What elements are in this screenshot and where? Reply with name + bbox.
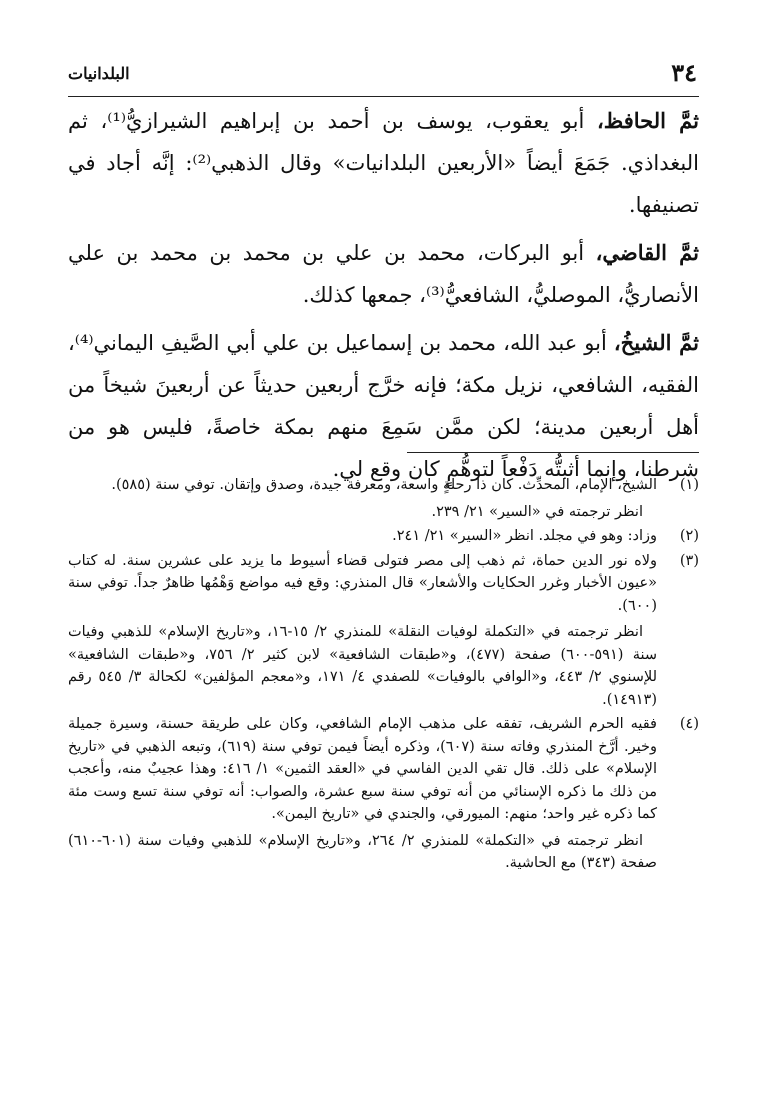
footnote-number: (١): [679, 477, 699, 493]
footnote-text: وزاد: وهو في مجلد. انظر «السير» ٢١/ ٢٤١.: [392, 528, 657, 544]
footnote-text: فقيه الحرم الشريف، تفقه على مذهب الإمام الشافعي، وكان على طريقة حسنة، وسيرة جميلة وخير. أرَّخ المنذري وفاته سنة (٦٠٧)، وذكره أيضاً فيمن توفي سنة (٦١٩)، وتبعه الذهبي في «تاريخ الإسلام» على ذلك. قال تقي الدين الفاسي في «العقد الثمين» ١/ ٤١٦: وهذا عجيبٌ منه، وأعجب من ذلك ما ذكره الإسنائي من أنه توفي سنة سبع عشرة، والصواب: أنه توفي سنة تسع وست مئة كما ذكره غير واحد؛ منهم: الميورقي، والجندي في «تاريخ اليمن».: [68, 716, 657, 822]
footnote-2: [68, 525, 699, 548]
paragraph-3: [68, 322, 699, 490]
footnote-source: انظر ترجمته في «السير» ٢١/ ٢٣٩.: [431, 503, 643, 520]
footnote-separator: [407, 452, 699, 453]
paragraph-2-text: أبو البركات، محمد بن علي بن محمد بن محمد بن علي الأنصاريُّ، الموصليُّ، الشافعيُّ⁽³⁾، جمعها كذلك.: [68, 241, 699, 307]
page-header: [68, 56, 699, 97]
paragraph-1-lead: ثمَّ الحافظ،: [596, 108, 700, 133]
paragraph-1-text: أبو يعقوب، يوسف بن أحمد بن إبراهيم الشيرازيُّ⁽¹⁾، ثم البغداذي. جَمَعَ أيضاً «الأربعين البلدانيات» وقال الذهبي⁽²⁾: إنَّه أجاد في تصنيفها.: [68, 109, 699, 217]
paragraph-3-text: أبو عبد الله، محمد بن إسماعيل بن علي أبي الصَّيفِ اليماني⁽⁴⁾، الفقيه، الشافعي، نزيل مكة؛ فإنه خرَّج أربعين حديثاً عن أربعينَ شيخاً من أهل أربعين مدينة؛ لكن ممَّن سَمِعَ منهم بمكة خاصةً، فليس هو من شرطنا، وإنما أثبتُّه دَفْعاً لتوهُّمٍ كان وقع لي.: [68, 331, 699, 481]
footnote-text: الشيخ، الإمام، المحدِّث. كان ذا رحلةٍ واسعة، ومعرفة جيدة، وصدق وإتقان. توفي سنة (٥٨٥).: [111, 477, 657, 493]
page-number: ٣٤: [671, 58, 697, 87]
footnote-source: انظر ترجمته في «التكملة» للمنذري ٢/ ٢٦٤، و«تاريخ الإسلام» للذهبي وفيات سنة (٦٠١-٦١٠) صفحة (٣٤٣) مع الحاشية.: [68, 832, 657, 871]
main-text: [68, 100, 699, 496]
paragraph-2: [68, 232, 699, 316]
footnote-text: ولاه نور الدين حماة، ثم ذهب إلى مصر فتولى قضاء أسيوط ما يزيد على عشرين سنة. له كتاب «عيون الأخبار وغرر الحكايات والأشعار» قال المنذري: وقع فيه مواضع وَهْمُها ظاهرٌ جداً. توفي سنة (٦٠٠).: [68, 552, 657, 614]
footnote-source: انظر ترجمته في «التكملة لوفيات النقلة» للمنذري ٢/ ١٥-١٦، و«تاريخ الإسلام» للذهبي وفيات سنة (٥٩١-٦٠٠) صفحة (٤٧٧)، و«طبقات الشافعية» لابن كثير ٢/ ٧٥٦، و«طبقات الشافعية» للإسنوي ٢/ ٤٤٣، و«الوافي بالوفيات» للصفدي ٤/ ١٧١، و«معجم المؤلفين» لكحالة ٣/ ٥٤٥ رقم (١٤٩١٣).: [68, 624, 658, 708]
footnote-number: (٢): [679, 528, 699, 544]
running-title: البلدانيات: [68, 64, 130, 83]
paragraph-2-lead: ثمَّ القاضي،: [595, 240, 699, 265]
footnote-number: (٤): [679, 716, 699, 732]
footnote-3: [68, 550, 699, 712]
footnote-4: [68, 713, 699, 875]
footnote-number: (٣): [679, 552, 699, 569]
paragraph-1: [68, 100, 699, 226]
footnotes: [68, 474, 699, 877]
paragraph-3-lead: ثمَّ الشيخُ،: [613, 330, 699, 355]
footnote-1: [68, 474, 699, 523]
